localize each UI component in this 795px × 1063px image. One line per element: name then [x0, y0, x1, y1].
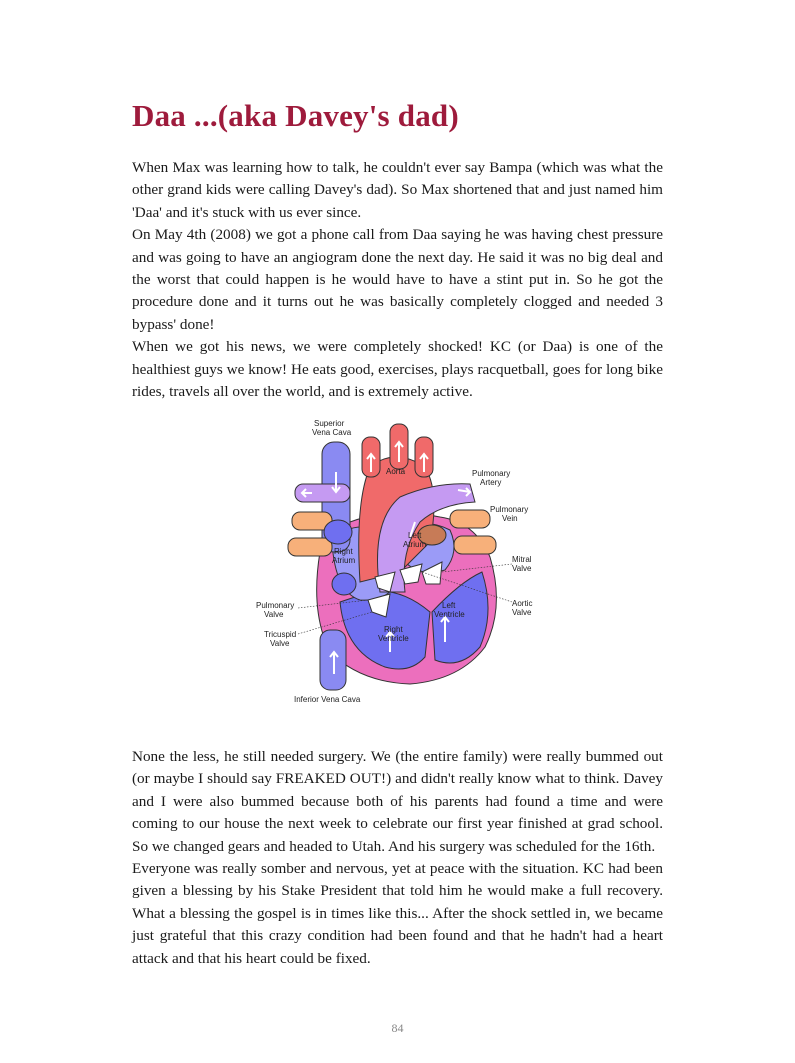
label-tricuspid-valve: Tricuspid: [264, 630, 297, 639]
heart-diagram: [250, 412, 550, 712]
label-pulmonary-valve: Valve: [264, 610, 284, 619]
label-pulmonary-valve: Pulmonary: [256, 601, 295, 610]
pulmonary-vein-right-2: [454, 536, 496, 554]
label-aortic-valve: Valve: [512, 608, 532, 617]
label-aorta: Aorta: [386, 467, 406, 476]
paragraph: When we got his news, we were completely shocked! KC (or Daa) is one of the healthiest guys we know! He eats good, exercises, plays racquetball, goes for long bike rides, travels all over the world, and is extremely active.: [132, 338, 663, 401]
label-pulmonary-vein: Vein: [502, 514, 518, 523]
label-right-ventricle: Right: [384, 625, 403, 634]
paragraph: On May 4th (2008) we got a phone call from Daa saying he was having chest pressure and was going to have an angiogram done the next day. He said it was no big deal and the worst that could happen is he would have to have a stint put in. So he got the procedure done and it turns out he was basically completely clogged and needed 3 bypass' done!: [132, 226, 663, 333]
label-mitral-valve: Mitral: [512, 555, 532, 564]
ivc-opening: [332, 573, 356, 595]
page-title: Daa ...(aka Davey's dad): [132, 98, 459, 133]
label-aortic-valve: Aortic: [512, 599, 533, 608]
paragraph: When Max was learning how to talk, he couldn't ever say Bampa (which was what the other grand kids were calling Davey's dad). So Max shortened that and just named him 'Daa' and it's stuck with us ever since.: [132, 159, 663, 221]
page-number: 84: [391, 1021, 404, 1035]
svc-opening: [324, 520, 352, 544]
label-right-atrium: Atrium: [332, 556, 356, 565]
label-left-atrium: Left: [408, 531, 422, 540]
label-pulmonary-artery: Pulmonary: [472, 469, 511, 478]
label-tricuspid-valve: Valve: [270, 639, 290, 648]
label-inferior-vena-cava: Inferior Vena Cava: [294, 695, 361, 704]
body-text-top: [132, 157, 663, 403]
label-pulmonary-vein: Pulmonary: [490, 505, 529, 514]
label-left-atrium: Atrium: [403, 540, 427, 549]
pulmonary-vein-right-1: [450, 510, 490, 528]
paragraph: Everyone was really somber and nervous, yet at peace with the situation. KC had been given a blessing by his Stake President that told him he would make a full recovery. What a blessing the gospel is in times like this... After the shock settled in, we became just grateful that this crazy condition had been found and that he hadn't had a heart attack and that his heart could be fixed.: [132, 860, 663, 967]
label-left-ventricle: Left: [442, 601, 456, 610]
label-pulmonary-artery: Artery: [480, 478, 502, 487]
label-right-atrium: Right: [334, 547, 353, 556]
label-left-ventricle: Ventricle: [434, 610, 465, 619]
pulmonary-vein-left-2: [288, 538, 332, 556]
body-text-bottom: [132, 746, 663, 970]
paragraph: None the less, he still needed surgery. We (the entire family) were really bummed out (or maybe I should say FREAKED OUT!) and didn't really know what to think. Davey and I were also bummed because both of his parents had found a time and were coming to our house the next week to celebrate our first year finished at grad school. So we changed gears and headed to Utah. And his surgery was scheduled for the 16th.: [132, 748, 663, 855]
label-right-ventricle: Ventricle: [378, 634, 409, 643]
label-mitral-valve: Valve: [512, 564, 532, 573]
label-superior-vena-cava: Superior: [314, 419, 345, 428]
label-superior-vena-cava: Vena Cava: [312, 428, 352, 437]
